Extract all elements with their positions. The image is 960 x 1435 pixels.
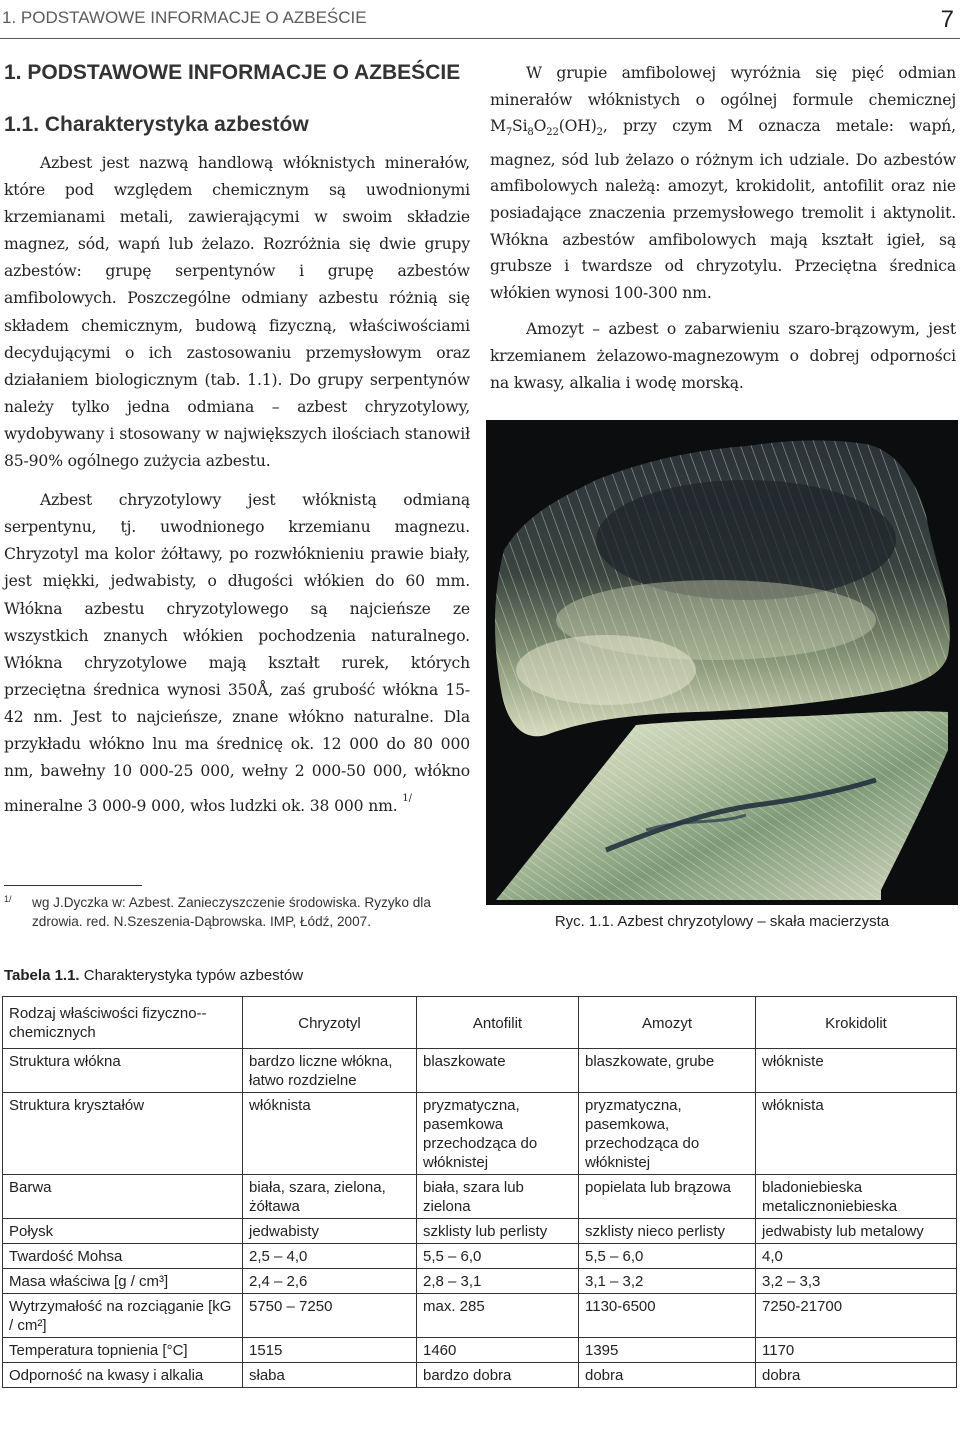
header-property: Rodzaj właściwości fizyczno--chemicznych xyxy=(3,997,243,1049)
table-cell: 3,2 – 3,3 xyxy=(756,1269,957,1294)
table-cell: dobra xyxy=(756,1363,957,1388)
footnote-marker: 1/ xyxy=(4,894,12,904)
table-row xyxy=(3,1269,957,1294)
body-paragraph xyxy=(490,60,956,306)
paragraph-text: , przy czym M oznacza metale: wapń, magnez, sód lub żelazo o różnym ich udziale. Do azbestów amfibolowych należą: amozyt, krokidolit, antofilit oraz nie posiadające znaczenia przemysłowego tremolit i aktynolit. Włókna azbestów amfibolowych mają kształt igieł, są grubsze i twardsze od chryzotylu. Przeciętna średnica włókien wynosi 100-300 nm. xyxy=(490,117,956,302)
table-cell: biała, szara, zielona, żółtawa xyxy=(243,1175,417,1219)
table-cell: Połysk xyxy=(3,1219,243,1244)
table-cell: 5,5 – 6,0 xyxy=(417,1244,579,1269)
figure-caption: Ryc. 1.1. Azbest chryzotylowy – skała macierzysta xyxy=(554,913,890,930)
table-cell: 1460 xyxy=(417,1338,579,1363)
table-cell: 1395 xyxy=(579,1338,756,1363)
table-cell: pryzmatyczna, pasemkowa, przechodząca do włóknistej xyxy=(579,1093,756,1175)
footnote xyxy=(4,893,474,931)
chapter-heading: 1. PODSTAWOWE INFORMACJE O AZBEŚCIE xyxy=(4,61,461,84)
formula-subscript: 7 xyxy=(505,127,513,139)
table-cell: jedwabisty lub metalowy xyxy=(756,1219,957,1244)
table-row xyxy=(3,1244,957,1269)
table-cell: blaszkowate, grube xyxy=(579,1049,756,1093)
table-row xyxy=(3,1294,957,1338)
asbestos-photograph xyxy=(486,420,958,905)
table-cell: popielata lub brązowa xyxy=(579,1175,756,1219)
table-cell: 5750 – 7250 xyxy=(243,1294,417,1338)
table-cell: 1515 xyxy=(243,1338,417,1363)
table-cell: 2,5 – 4,0 xyxy=(243,1244,417,1269)
running-head-title: 1. PODSTAWOWE INFORMACJE O AZBEŚCIE xyxy=(2,8,367,27)
table-cell: bardzo liczne włókna, łatwo rozdzielne xyxy=(243,1049,417,1093)
footnote-text: wg J.Dyczka w: Azbest. Zanieczyszczenie środowiska. Ryzyko dla zdrowia. red. N.Szeszenia-Dąbrowska. IMP, Łódź, 2007. xyxy=(32,895,431,929)
formula-subscript: 8 xyxy=(527,127,534,139)
header-antofilit: Antofilit xyxy=(417,997,579,1049)
table-cell: Struktura kryształów xyxy=(3,1093,243,1175)
footnote-reference: 1/ xyxy=(402,793,412,805)
formula-part: Si xyxy=(512,117,528,136)
table-cell: włóknista xyxy=(756,1093,957,1175)
table-row xyxy=(3,1219,957,1244)
section-heading: 1.1. Charakterystyka azbestów xyxy=(4,113,309,136)
table-cell: Temperatura topnienia [°C] xyxy=(3,1338,243,1363)
table-row xyxy=(3,1338,957,1363)
table-cell: dobra xyxy=(579,1363,756,1388)
left-column xyxy=(4,58,470,820)
table-cell: bardzo dobra xyxy=(417,1363,579,1388)
header-rule xyxy=(0,38,960,39)
table-cell: Masa właściwa [g / cm³] xyxy=(3,1269,243,1294)
table-cell: słaba xyxy=(243,1363,417,1388)
table-label: Tabela 1.1. xyxy=(4,967,80,984)
table-cell: 5,5 – 6,0 xyxy=(579,1244,756,1269)
right-column xyxy=(490,60,956,396)
table-cell: Odporność na kwasy i alkalia xyxy=(3,1363,243,1388)
table-cell: biała, szara lub zielona xyxy=(417,1175,579,1219)
body-paragraph: Amozyt – azbest o zabarwieniu szaro-brązowym, jest krzemianem żelazowo-magnezowym o dobrej odporności na kwasy, alkalia i wodę morską. xyxy=(490,320,956,392)
table-header-row xyxy=(3,997,957,1049)
table-cell: max. 285 xyxy=(417,1294,579,1338)
table-cell: jedwabisty xyxy=(243,1219,417,1244)
header-amozyt: Amozyt xyxy=(579,997,756,1049)
formula-subscript: 22 xyxy=(546,127,559,139)
table-title-text: Charakterystyka typów azbestów xyxy=(83,967,304,984)
table-row xyxy=(3,1049,957,1093)
page-number: 7 xyxy=(940,6,954,33)
paragraph-text: W grupie amfibolowej wyróżnia się pięć odmian minerałów włóknistych o ogólnej formule chemicznej xyxy=(490,64,956,109)
footnote-rule xyxy=(4,885,142,886)
body-paragraph: Azbest jest nazwą handlową włóknistych minerałów, które pod względem chemicznym są uwodnionymi krzemianami metali, zawierającymi w swoim składzie magnez, sód, wapń lub żelazo. Rozróżnia się dwie grupy azbestów: grupę serpentynów i grupę azbestów amfibolowych. Poszczególne odmiany azbestu różnią się składem chemicznym, budową fizyczną, właściwościami decydującymi o ich zastosowaniu przemysłowym oraz działaniem biologicznym (tab. 1.1). Do grupy serpentynów należy tylko jedna odmiana – azbest chryzotylowy, wydobywany i stosowany w największych ilościach stanowił 85-90% ogólnego zużycia azbestu. xyxy=(4,154,470,471)
table-cell: blaszkowate xyxy=(417,1049,579,1093)
asbestos-properties-table xyxy=(2,996,957,1388)
table-cell: pryzmatyczna, pasemkowa przechodząca do włóknistej xyxy=(417,1093,579,1175)
formula-part: (OH) xyxy=(558,117,597,136)
body-paragraph xyxy=(4,487,470,820)
formula-part: M xyxy=(490,117,506,136)
table-cell: Struktura włókna xyxy=(3,1049,243,1093)
table-cell: Barwa xyxy=(3,1175,243,1219)
table-cell: szklisty lub perlisty xyxy=(417,1219,579,1244)
table-cell: włóknista xyxy=(243,1093,417,1175)
chemical-formula xyxy=(490,117,603,139)
table-cell: 3,1 – 3,2 xyxy=(579,1269,756,1294)
paragraph-text: Azbest chryzotylowy jest włóknistą odmianą serpentynu, tj. uwodnionego krzemianu magnezu. Chryzotyl ma kolor żółtawy, po rozwłóknieniu prawie biały, jest miękki, jedwabisty, o długości włókien do 60 mm. Włókna azbestu chryzotylowego są najcieńsze ze wszystkich znanych włókien pochodzenia naturalnego. Włókna chryzotylowe mają kształt rurek, których przeciętna średnica wynosi 350Å, zaś grubość włókna 15-42 nm. Jest to najcieńsze, znane włókno naturalne. Dla przykładu włókno lnu ma średnicę ok. 12 000 do 80 000 nm, bawełny 10 000-25 000, wełny 2 000-50 000, włókno mineralne 3 000-9 000, włos ludzki ok. 38 000 nm. xyxy=(4,491,470,816)
table-title xyxy=(4,967,303,984)
table-cell: 1130-6500 xyxy=(579,1294,756,1338)
table-cell: Wytrzymałość na rozciąganie [kG / cm²] xyxy=(3,1294,243,1338)
table-cell: 2,4 – 2,6 xyxy=(243,1269,417,1294)
table-cell: bladoniebieska metalicznoniebieska xyxy=(756,1175,957,1219)
table-cell: 4,0 xyxy=(756,1244,957,1269)
header-chryzotyl: Chryzotyl xyxy=(243,997,417,1049)
table-cell: szklisty nieco perlisty xyxy=(579,1219,756,1244)
formula-subscript: 2 xyxy=(596,127,603,139)
table-cell: 7250-21700 xyxy=(756,1294,957,1338)
table-row xyxy=(3,1175,957,1219)
table-cell: Twardość Mohsa xyxy=(3,1244,243,1269)
table-row xyxy=(3,1093,957,1175)
table-cell: 1170 xyxy=(756,1338,957,1363)
table-cell: włókniste xyxy=(756,1049,957,1093)
running-head xyxy=(0,6,960,36)
header-krokidolit: Krokidolit xyxy=(756,997,957,1049)
table-row xyxy=(3,1363,957,1388)
formula-part: O xyxy=(533,117,547,136)
table-cell: 2,8 – 3,1 xyxy=(417,1269,579,1294)
